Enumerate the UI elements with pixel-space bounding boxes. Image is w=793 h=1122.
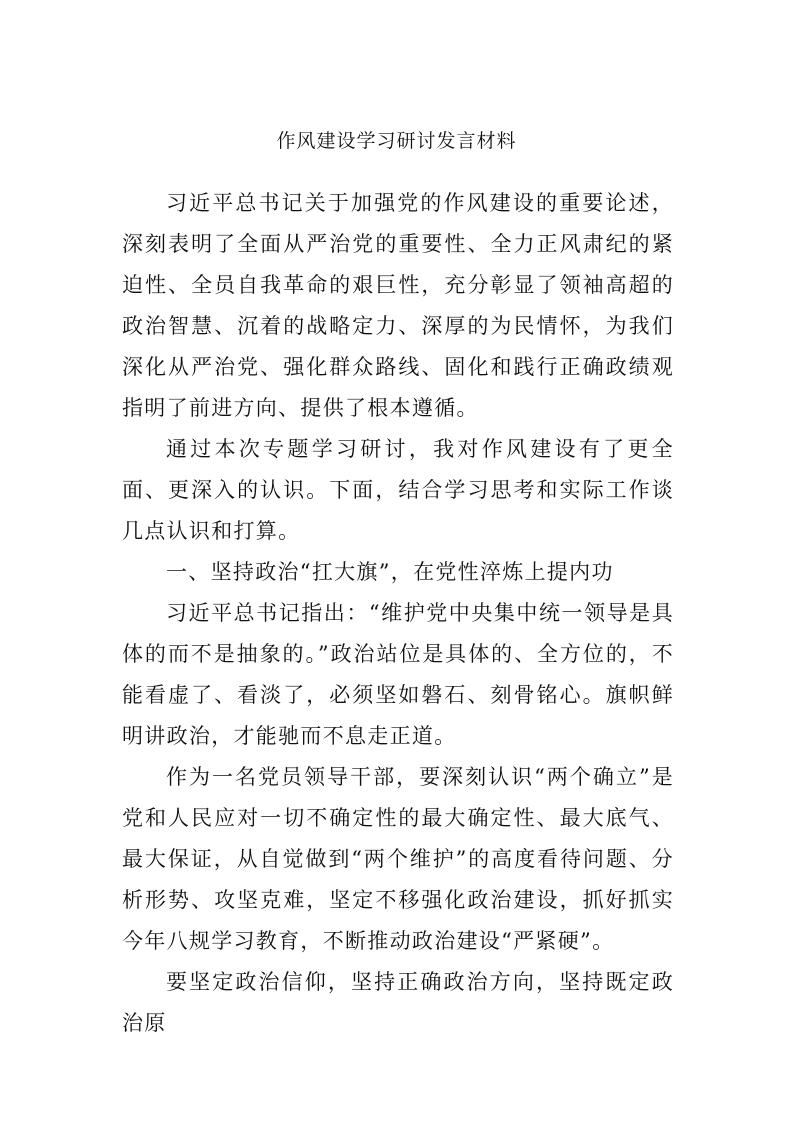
paragraph-intro: 习近平总书记关于加强党的作风建设的重要论述，深刻表明了全面从严治党的重要性、全力正风肃纪的紧迫性、全员自我革命的艰巨性，充分彰显了领袖高超的政治智慧、沉着的战略定力、深厚的为民情怀，为我们深化从严治党、强化群众路线、固化和践行正确政绩观指明了前进方向、提供了根本遵循。	[122, 191, 674, 420]
paragraph-overview: 通过本次专题学习研讨，我对作风建设有了更全面、更深入的认识。下面，结合学习思考和实际工作谈几点认识和打算。	[122, 437, 674, 543]
paragraph-two-establishments: 作为一名党员领导干部，要深刻认识“两个确立”是党和人民应对一切不确定性的最大确定性、最大底气、最大保证，从自觉做到“两个维护”的高度看待问题、分析形势、攻坚克难，坚定不移强化政治建设，抓好抓实今年八规学习教育，不断推动政治建设“严紧硬”。	[122, 765, 674, 953]
paragraph-quote: 习近平总书记指出：“维护党中央集中统一领导是具体的而不是抽象的。”政治站位是具体的、全方位的，不能看虚了、看淡了，必须坚如磐石、刻骨铭心。旗帜鲜明讲政治，才能驰而不息走正道。	[122, 601, 674, 748]
paragraph-political-belief: 要坚定政治信仰，坚持正确政治方向，坚持既定政治原	[122, 970, 674, 1035]
section-heading-1: 一、坚持政治“扛大旗”，在党性淬炼上提内功	[166, 560, 614, 584]
document-body	[122, 183, 674, 1044]
document-title: 作风建设学习研讨发言材料	[276, 130, 517, 152]
